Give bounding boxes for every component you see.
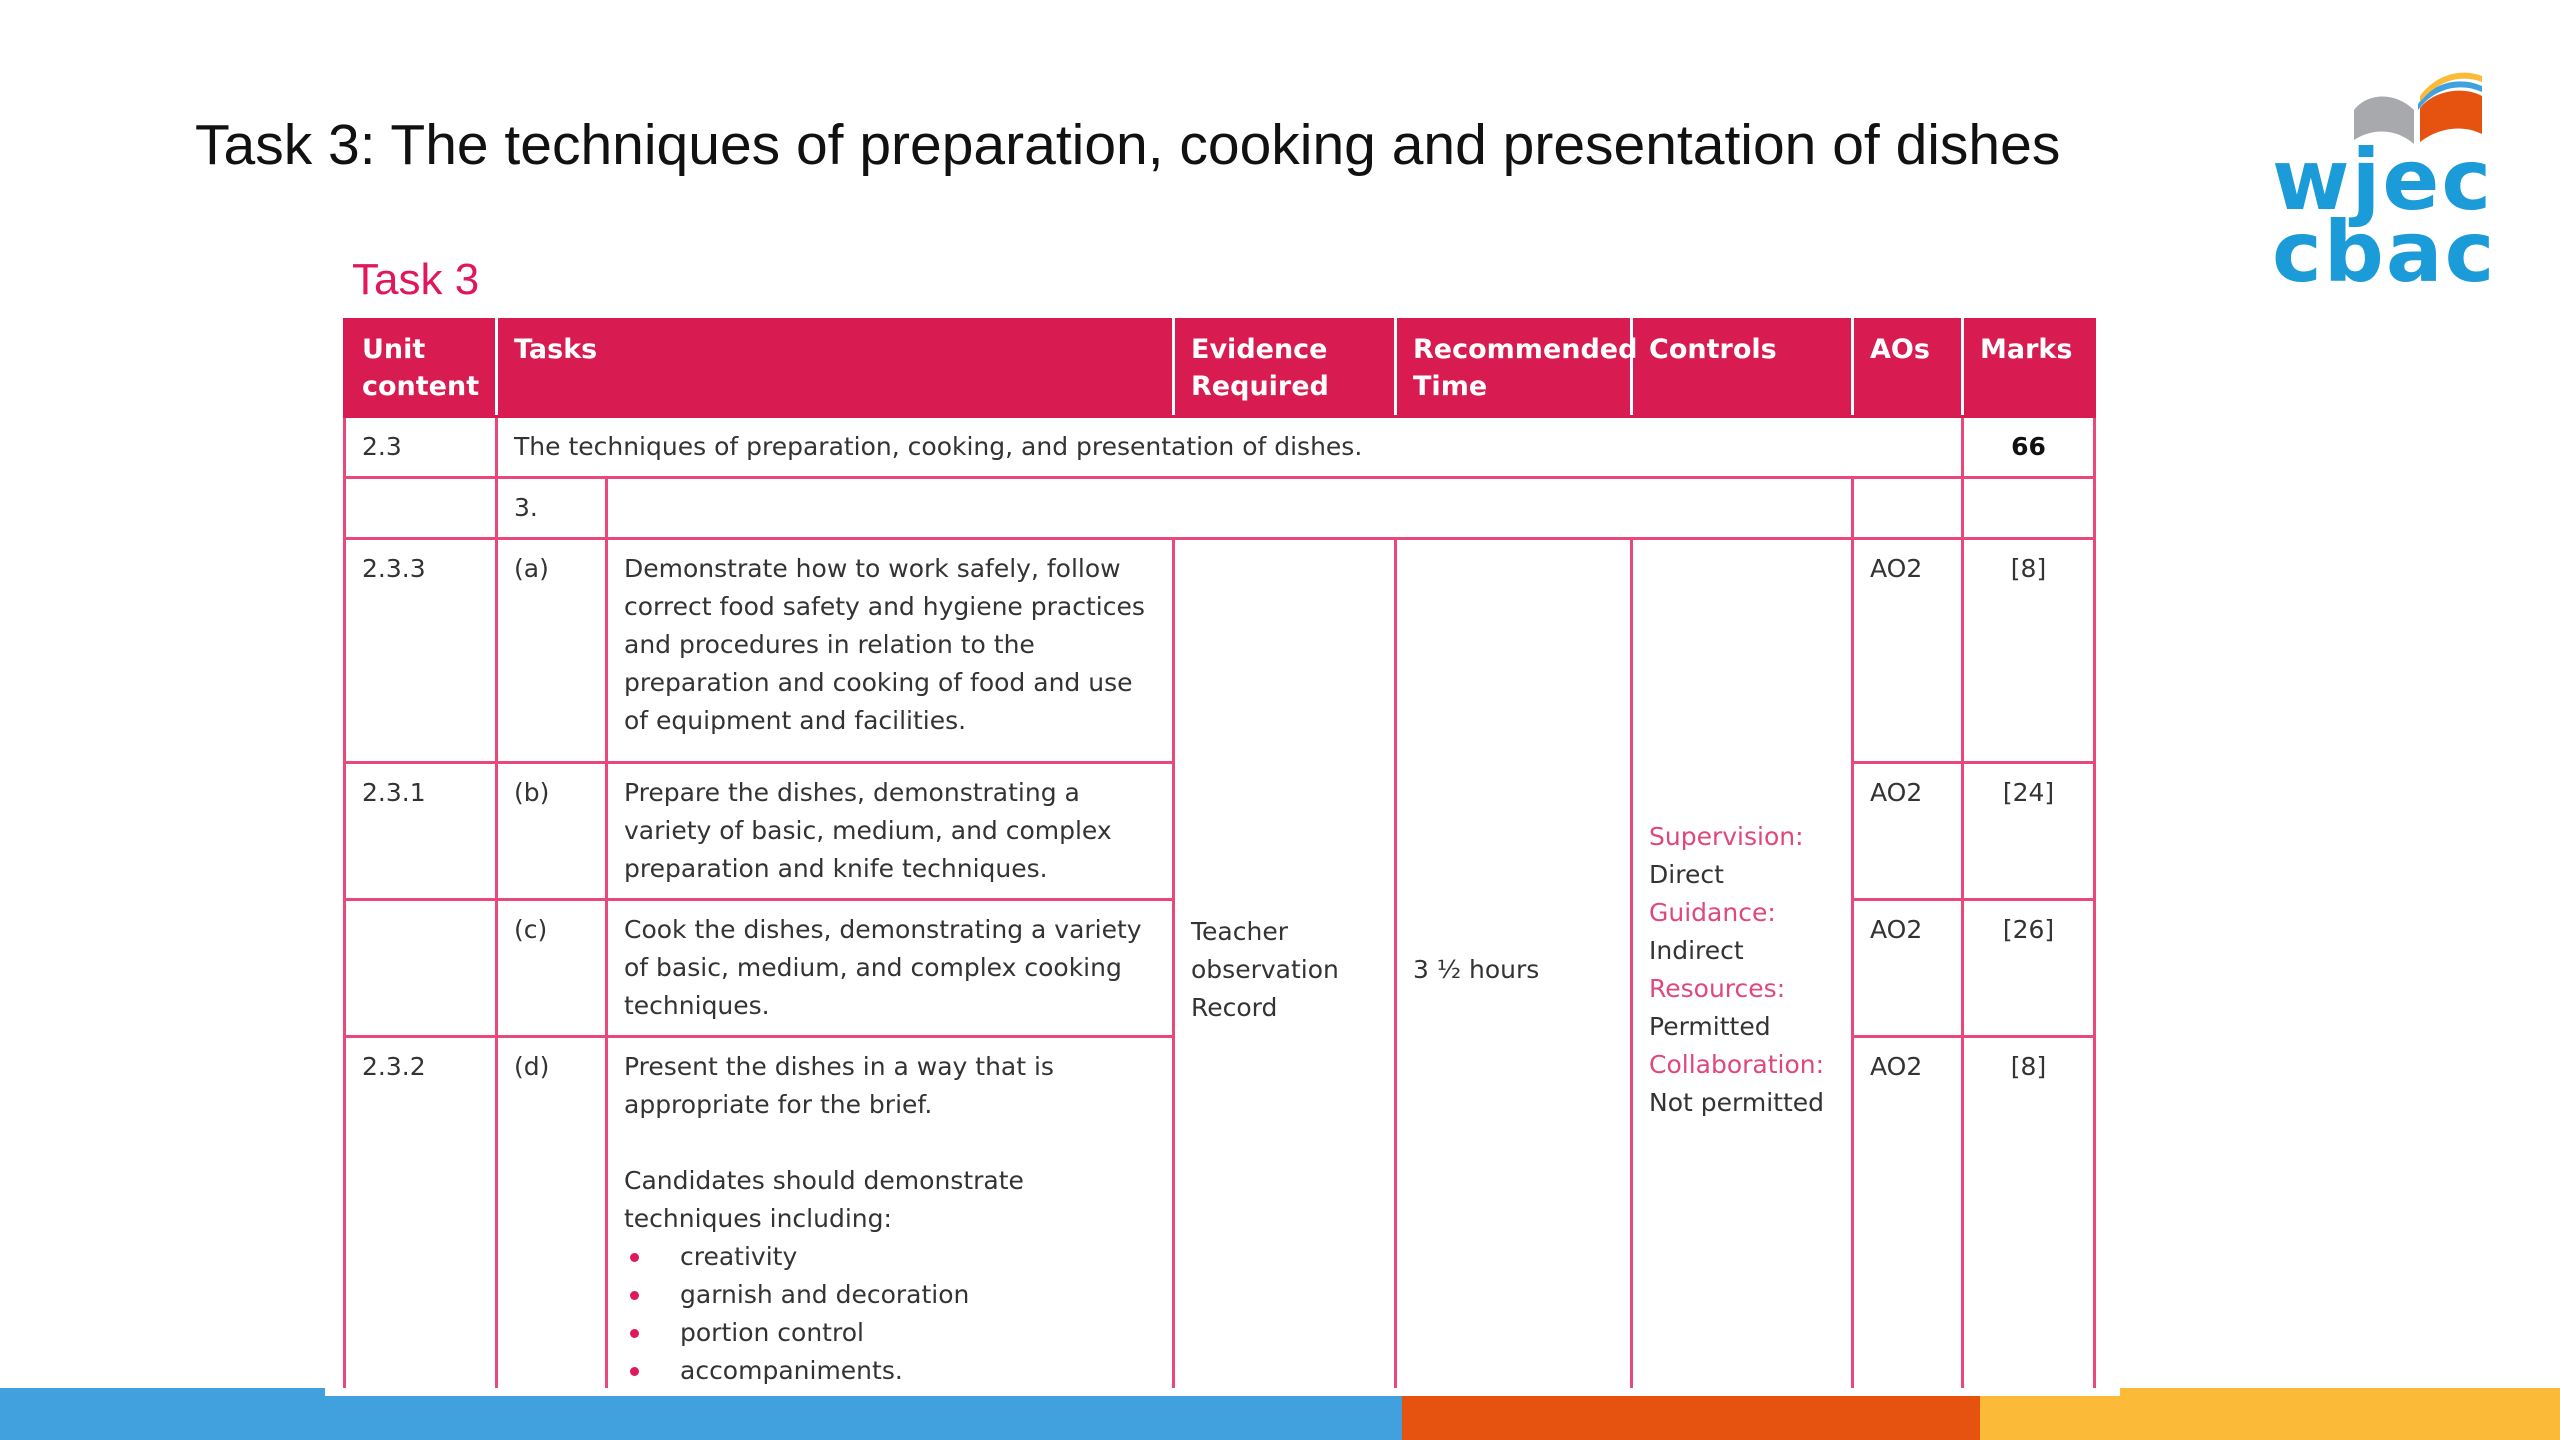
row-b-marks: [24] — [1963, 763, 2095, 900]
row-d-spacer — [624, 1124, 1156, 1162]
summary-marks: 66 — [1963, 417, 2095, 478]
row-b-description: Prepare the dishes, demonstrating a variety of basic, medium, and complex preparation and knife techniques. — [607, 763, 1174, 900]
row-d-unit: 2.3.2 — [345, 1037, 497, 1402]
number-row-number: 3. — [497, 478, 607, 539]
row-a-unit: 2.3.3 — [345, 539, 497, 763]
header-aos: AOs — [1853, 320, 1963, 417]
recommended-time-cell: 3 ½ hours — [1396, 539, 1632, 1402]
number-row-blank — [607, 478, 1853, 539]
collaboration-value: Not permitted — [1649, 1088, 1825, 1117]
resources-label: Resources: — [1649, 974, 1786, 1003]
task-heading: Task 3 — [352, 255, 480, 304]
techniques-list — [624, 1238, 1156, 1390]
table-row — [345, 539, 2095, 763]
row-d-marks: [8] — [1963, 1037, 2095, 1402]
header-unit-content: Unit content — [345, 320, 497, 417]
collaboration-label: Collaboration: — [1649, 1050, 1825, 1079]
evidence-line-1: Teacher — [1191, 917, 1288, 946]
row-c-unit — [345, 900, 497, 1037]
logo-text-wjec: wjec — [2272, 131, 2494, 229]
row-d-ao: AO2 — [1853, 1037, 1963, 1402]
row-c-marks: [26] — [1963, 900, 2095, 1037]
summary-unit: 2.3 — [345, 417, 497, 478]
supervision-label: Supervision: — [1649, 822, 1804, 851]
header-marks: Marks — [1963, 320, 2095, 417]
row-d-description-cell — [607, 1037, 1174, 1402]
row-a-description: Demonstrate how to work safely, follow correct food safety and hygiene practices and procedures in relation to the preparation and cooking of food and use of equipment and facilities. — [607, 539, 1174, 763]
row-a-marks: [8] — [1963, 539, 2095, 763]
summary-row — [345, 417, 2095, 478]
list-item: garnish and decoration — [624, 1276, 1156, 1314]
summary-description: The techniques of preparation, cooking, and presentation of dishes. — [497, 417, 1963, 478]
header-tasks: Tasks — [497, 320, 1174, 417]
list-item: portion control — [624, 1314, 1156, 1352]
row-b-letter: (b) — [497, 763, 607, 900]
row-a-ao: AO2 — [1853, 539, 1963, 763]
evidence-required-cell — [1174, 539, 1396, 1402]
logo-text-cbac: cbac — [2272, 203, 2497, 301]
task-table — [343, 318, 2096, 1403]
number-row-unit — [345, 478, 497, 539]
footer-bar-notch — [325, 1388, 2120, 1396]
row-d-letter: (d) — [497, 1037, 607, 1402]
row-c-letter: (c) — [497, 900, 607, 1037]
number-row-ao — [1853, 478, 1963, 539]
evidence-line-2: observation — [1191, 955, 1339, 984]
header-evidence-required: Evidence Required — [1174, 320, 1396, 417]
guidance-value: Indirect — [1649, 936, 1744, 965]
row-d-description: Present the dishes in a way that is appropriate for the brief. — [624, 1052, 1054, 1119]
row-c-ao: AO2 — [1853, 900, 1963, 1037]
slide-title: Task 3: The techniques of preparation, cooking and presentation of dishes — [195, 113, 2061, 177]
resources-value: Permitted — [1649, 1012, 1771, 1041]
number-row — [345, 478, 2095, 539]
list-item: accompaniments. — [624, 1352, 1156, 1390]
list-item: creativity — [624, 1238, 1156, 1276]
header-controls: Controls — [1632, 320, 1853, 417]
header-recommended-time: Recommended Time — [1396, 320, 1632, 417]
row-a-letter: (a) — [497, 539, 607, 763]
guidance-label: Guidance: — [1649, 898, 1776, 927]
supervision-value: Direct — [1649, 860, 1724, 889]
controls-cell — [1632, 539, 1853, 1402]
row-c-description: Cook the dishes, demonstrating a variety of basic, medium, and complex cooking techniques. — [607, 900, 1174, 1037]
header-row — [345, 320, 2095, 417]
number-row-marks — [1963, 478, 2095, 539]
evidence-line-3: Record — [1191, 993, 1278, 1022]
row-b-unit: 2.3.1 — [345, 763, 497, 900]
row-b-ao: AO2 — [1853, 763, 1963, 900]
row-d-extra: Candidates should demonstrate techniques including: — [624, 1166, 1024, 1233]
